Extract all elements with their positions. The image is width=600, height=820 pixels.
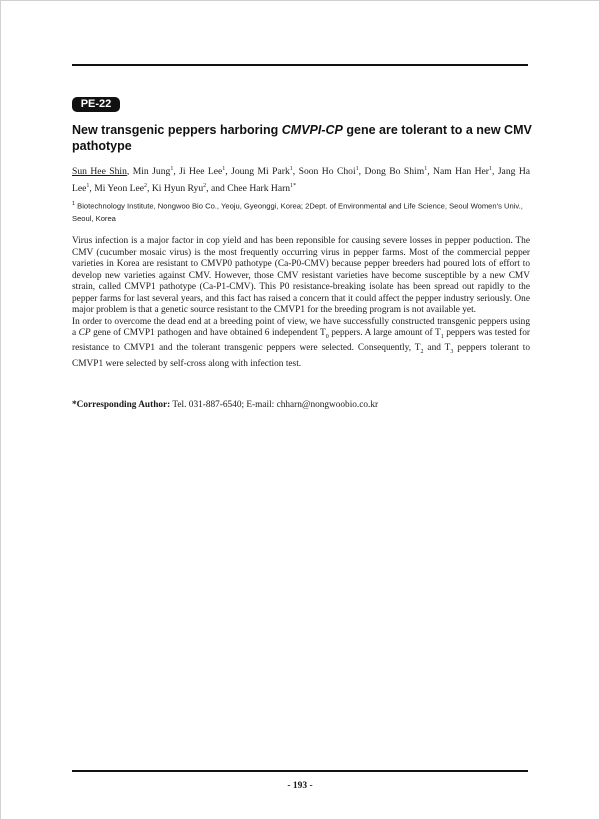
abstract-paragraph-1: Virus infection is a major factor in cop yield and has been reponsible for causing severe losses in pepper poduction. The CMV (cucumber mosaic virus) is the most frequently occurring virus in pepper farms. Most of the commercial pepper varieties in Korea are resistant to CMVP0 pathotype (Ca-P0-CMV) because pepper breeders had poured lots of effort to develop new varieties against CMV. However, those CMV resistant varieties have become susceptible by a new CMV strain, called CMVP1 pathotype (Ca-P1-CMV). This P0 resistance-breaking isolate has been spread out rapidly to the pepper farms for last several years, and this fact has raised a concern that it could affect the pepper industry seriously. One major problem is that a genetic source resistant to the CMVP1 for the breeding program is not available yet. — [72, 236, 530, 315]
page-number: - 193 - — [287, 781, 313, 791]
corresponding-label: *Corresponding Author: — [72, 400, 171, 410]
author: Mi Yeon Lee — [94, 183, 145, 195]
corresponding-author — [72, 399, 530, 411]
paper-title — [72, 122, 532, 154]
abstract — [72, 236, 530, 370]
author: Sun Hee Shin — [72, 166, 127, 178]
affiliation: $^1$ Biotechnology Institute, Nongwoo Bio Co., Yeoju, Gyeonggi, Korea; 2Dept. of Environmental and Life Science, Seoul Women's Univ., Seoul, Korea — [72, 201, 523, 223]
author: Dong Bo Shim — [364, 166, 425, 178]
top-rule — [72, 64, 528, 66]
author: Chee Hark Harn — [227, 183, 291, 195]
author: Nam Han Her — [433, 166, 489, 178]
title-part2: gene are tolerant to a new CMV pathotype — [72, 123, 532, 153]
author: Soon Ho Choi — [298, 166, 356, 178]
title-gene: CMVPI-CP — [281, 123, 343, 137]
author-list: Sun Hee Shin, Min Jung$^1$, Ji Hee Lee$^1$, Joung Mi Park$^1$, Soon Ho Choi$^1$, Dong Bo Shim$^1$, Nam Han Her$^1$, Jang Ha Lee$^1$, Mi Yeon Lee$^2$, Ki Hyun Ryu$^2$, and Chee Hark Harn$^{1*}$ — [72, 166, 531, 195]
author: Jang Ha Lee — [72, 166, 531, 195]
session-badge: PE-22 — [72, 97, 120, 112]
author: Joung Mi Park — [231, 166, 290, 178]
corresponding-contact: Tel. 031-887-6540; E-mail: chharn@nongwoobio.co.kr — [170, 400, 379, 410]
title-part1: New transgenic peppers harboring — [72, 123, 282, 137]
abstract-paragraph-2: In order to overcome the dead end at a breeding point of view, we have successfully constructed transgenic peppers using a CP gene of CMVP1 pathogen and have obtained 6 independent $T_0$ peppers. A large amount of $T_1$ peppers was tested for resistance to CMVP1 and the tolerant transgenic peppers were selected. Consequently, $T_2$ and $T_3$ peppers tolerant to CMVP1 were selected by self-cross along with infection test. — [72, 316, 531, 369]
author: Ji Hee Lee — [179, 166, 223, 178]
author: Min Jung — [132, 166, 171, 178]
bottom-rule — [72, 770, 528, 772]
author: Ki Hyun Ryu — [151, 183, 204, 195]
